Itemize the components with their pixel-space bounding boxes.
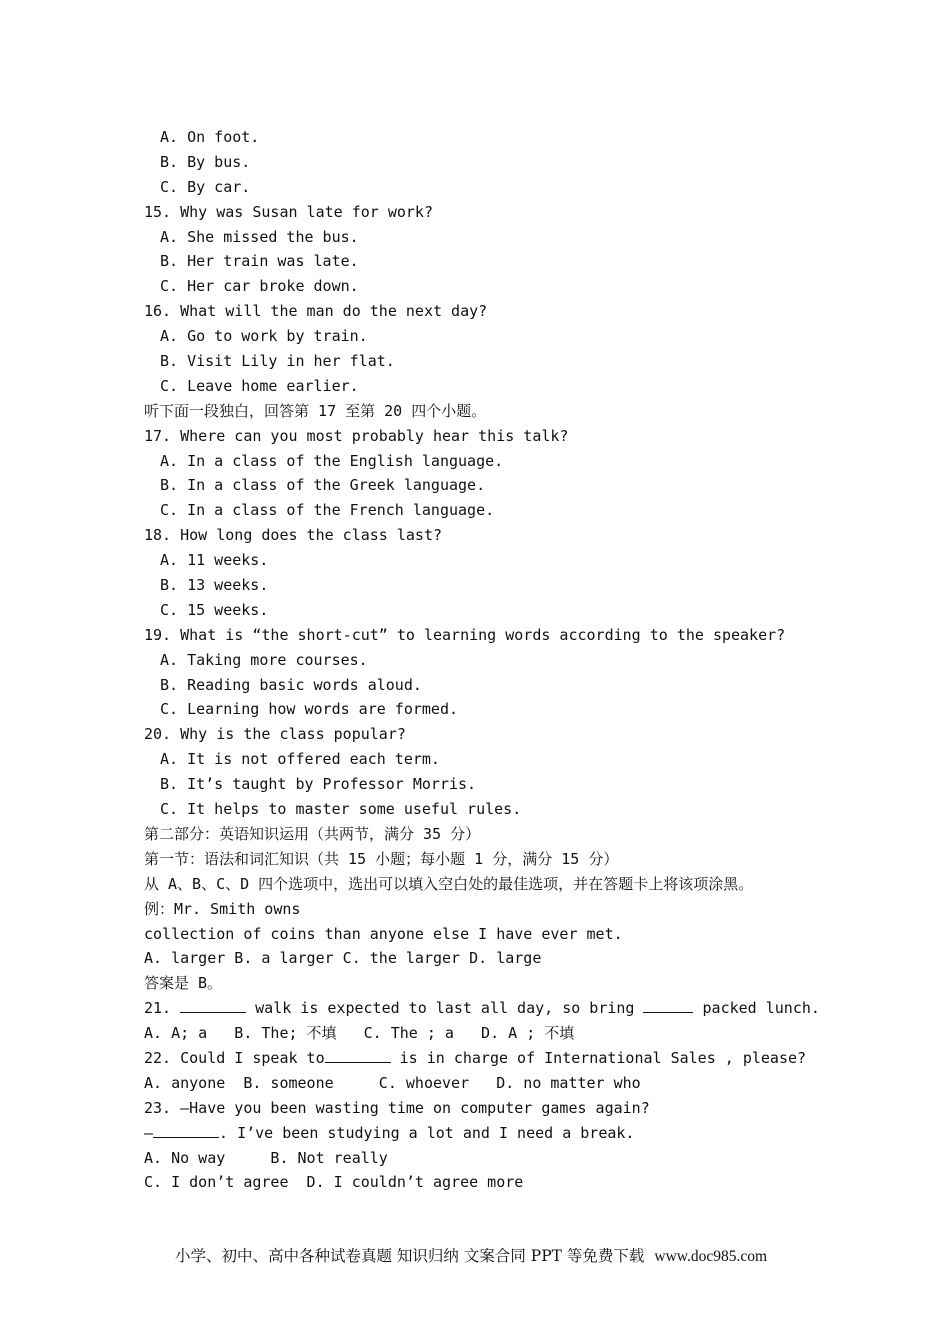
option-line: B. Her train was late. <box>160 252 359 271</box>
answer-blank <box>325 1047 391 1063</box>
option-line: A. She missed the bus. <box>160 227 359 246</box>
question-20: 20. Why is the class popular? <box>144 725 406 744</box>
option-line: C. It helps to master some useful rules. <box>160 800 522 819</box>
footer-text: 小学、初中、高中各种试卷真题 知识归纳 文案合同 PPT 等免费下载 <box>175 1247 645 1265</box>
option-line: C. 15 weeks. <box>160 600 269 619</box>
example-line: collection of coins than anyone else I have ever met. <box>144 924 623 943</box>
example-line: 例：Mr. Smith owns <box>144 899 301 918</box>
question-16: 16. What will the man do the next day? <box>144 302 488 321</box>
option-line: B. It’s taught by Professor Morris. <box>160 775 477 794</box>
question-text: 21. <box>144 999 181 1018</box>
option-line: C. Leave home earlier. <box>160 376 359 395</box>
answer-blank <box>153 1122 219 1138</box>
option-line: B. In a class of the Greek language. <box>160 476 486 495</box>
example-options: A. larger B. a larger C. the larger D. large <box>144 949 542 968</box>
option-line: C. Learning how words are formed. <box>160 700 459 719</box>
option-line: B. By bus. <box>160 152 251 171</box>
page-footer <box>175 1244 767 1266</box>
option-line: A. In a class of the English language. <box>160 451 504 470</box>
question-text: walk is expected to last all day, so bring <box>246 999 644 1018</box>
answer-blank <box>643 997 693 1013</box>
example-answer: 答案是 B。 <box>144 974 223 993</box>
option-line: C. By car. <box>160 177 251 196</box>
question-22 <box>144 1046 807 1071</box>
option-line: A. 11 weeks. <box>160 551 269 570</box>
question-21-options: A. A; a B. The; 不填 C. The ; a D. A ; 不填 <box>144 1024 575 1043</box>
question-23-options: A. No way B. Not really <box>144 1148 388 1167</box>
footer-url[interactable]: www.doc985.com <box>654 1248 768 1265</box>
option-line: A. It is not offered each term. <box>160 750 440 769</box>
option-line: B. Reading basic words aloud. <box>160 675 422 694</box>
part-two-heading: 第二部分：英语知识运用（共两节，满分 35 分） <box>144 824 481 843</box>
option-line: A. Go to work by train. <box>160 327 368 346</box>
question-19: 19. What is “the short-cut” to learning words according to the speaker? <box>144 625 786 644</box>
question-21 <box>144 996 820 1021</box>
question-text: — <box>144 1123 154 1142</box>
option-line: B. 13 weeks. <box>160 576 269 595</box>
question-text: . I’ve been studying a lot and I need a break. <box>219 1123 635 1142</box>
section-instruction: 从 A、B、C、D 四个选项中，选出可以填入空白处的最佳选项，并在答题卡上将该项涂黑。 <box>144 874 754 893</box>
answer-blank <box>180 997 246 1013</box>
option-line: C. In a class of the French language. <box>160 501 495 520</box>
section-one-heading: 第一节：语法和词汇知识（共 15 小题；每小题 1 分，满分 15 分） <box>144 849 619 868</box>
question-23-options: C. I don’t agree D. I couldn’t agree more <box>144 1173 524 1192</box>
question-23-response <box>144 1121 804 1146</box>
question-18: 18. How long does the class last? <box>144 526 443 545</box>
question-text: is in charge of International Sales , please? <box>390 1048 807 1067</box>
question-text: packed lunch. <box>693 999 820 1018</box>
option-line: C. Her car broke down. <box>160 277 359 296</box>
monologue-instruction: 听下面一段独白，回答第 17 至第 20 四个小题。 <box>144 401 487 420</box>
option-line: B. Visit Lily in her flat. <box>160 352 395 371</box>
question-17: 17. Where can you most probably hear this talk? <box>144 426 569 445</box>
option-line: A. On foot. <box>160 128 260 146</box>
question-15: 15. Why was Susan late for work? <box>144 202 433 221</box>
question-23: 23. —Have you been wasting time on computer games again? <box>144 1098 650 1117</box>
question-22-options: A. anyone B. someone C. whoever D. no matter who <box>144 1073 641 1092</box>
question-text: 22. Could I speak to <box>144 1048 325 1067</box>
option-line: A. Taking more courses. <box>160 650 368 669</box>
exam-content <box>144 125 820 1195</box>
